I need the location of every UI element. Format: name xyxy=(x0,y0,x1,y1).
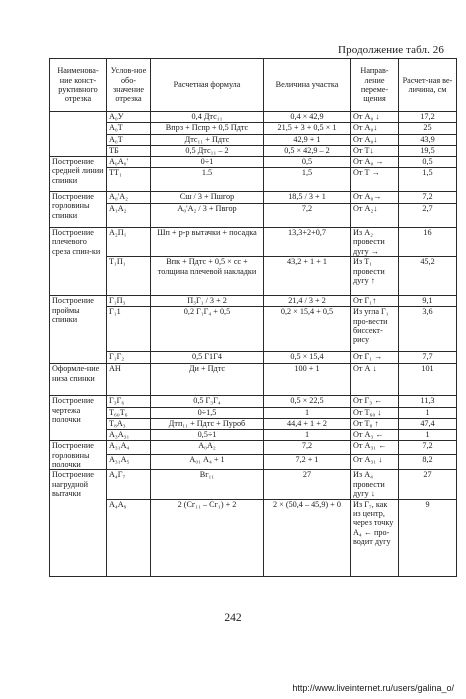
table-row xyxy=(50,228,457,257)
size-cell: 100 + 1 xyxy=(264,364,351,396)
table-row xyxy=(50,455,457,470)
direction-cell: От А₀ → xyxy=(351,157,399,168)
segment-code-cell: Г₁1 xyxy=(107,307,151,352)
value-cell: 7,7 xyxy=(399,352,457,364)
formula-cell: 0÷1 xyxy=(151,157,264,168)
formula-cell: Вг₁₁ xyxy=(151,470,264,499)
direction-cell: Из угла Г₁ про-вести биссект-рису xyxy=(351,307,399,352)
formula-cell: Впк + Пдтс + 0,5 × сс + толщина плечевой накладки xyxy=(151,257,264,296)
formula-cell: 0,5 Г1Г4 xyxy=(151,352,264,364)
direction-cell: От А₃₁ ↓ xyxy=(351,455,399,470)
table-row xyxy=(50,146,457,157)
segment-name-cell xyxy=(50,112,107,157)
direction-cell: Из Г₇, как из центр, через точку А₄ ← про-водит дугу xyxy=(351,499,399,576)
size-cell: 0,5 × 15,4 xyxy=(264,352,351,364)
direction-cell: От А₀↓ xyxy=(351,135,399,146)
segment-code-cell: Т₆₀Т₆ xyxy=(107,408,151,419)
table-row xyxy=(50,257,457,296)
size-cell: 7,2 + 1 xyxy=(264,455,351,470)
segment-code-cell: А₀А₀' xyxy=(107,157,151,168)
table-row xyxy=(50,296,457,307)
direction-cell: От А₀↓ xyxy=(351,123,399,135)
formula-cell: 0,4 Дтс₁₁ xyxy=(151,112,264,123)
segment-code-cell: А₀У xyxy=(107,112,151,123)
value-cell: 9 xyxy=(399,499,457,576)
segment-code-cell: ТБ xyxy=(107,146,151,157)
direction-cell: От Т↓ xyxy=(351,146,399,157)
table-row xyxy=(50,168,457,192)
table-row xyxy=(50,499,457,576)
table-row xyxy=(50,430,457,441)
formula-cell: Впрз + Пспр + 0,5 Пдтс xyxy=(151,123,264,135)
segment-code-cell: ТТ₁ xyxy=(107,168,151,192)
value-cell: 1 xyxy=(399,408,457,419)
table-row xyxy=(50,123,457,135)
table-row xyxy=(50,352,457,364)
formula-cell: Сш / 3 + Пшгор xyxy=(151,192,264,204)
value-cell: 9,1 xyxy=(399,296,457,307)
value-cell: 47,4 xyxy=(399,419,457,430)
table-row xyxy=(50,157,457,168)
table-caption: Продолжение табл. 26 xyxy=(338,44,444,56)
segment-name-cell: Построение нагрудной вытачки xyxy=(50,470,107,576)
column-header: Услов-ное обо-значение отрезка xyxy=(107,59,151,112)
segment-code-cell: Г₃Г₆ xyxy=(107,396,151,408)
formula-cell: 0÷1,5 xyxy=(151,408,264,419)
value-cell: 27 xyxy=(399,470,457,499)
size-cell: 0,2 × 15,4 + 0,5 xyxy=(264,307,351,352)
segment-code-cell: А₀Т xyxy=(107,123,151,135)
segment-code-cell: Г₁П₃ xyxy=(107,296,151,307)
value-cell: 7,2 xyxy=(399,441,457,455)
table-header-row xyxy=(50,59,457,112)
formula-cell: П₃Г₁ / 3 + 2 xyxy=(151,296,264,307)
size-cell: 7,2 xyxy=(264,441,351,455)
column-header: Величина участка xyxy=(264,59,351,112)
segment-code-cell: А₄Г₇ xyxy=(107,470,151,499)
table-row xyxy=(50,441,457,455)
value-cell: 8,2 xyxy=(399,455,457,470)
segment-code-cell: А₃₁А₄ xyxy=(107,441,151,455)
value-cell: 43,9 xyxy=(399,135,457,146)
segment-code-cell: А₀Т xyxy=(107,135,151,146)
size-cell: 0,4 × 42,9 xyxy=(264,112,351,123)
direction-cell: От А ↓ xyxy=(351,364,399,396)
column-header: Наименова-ние конст-руктивного отрезка xyxy=(50,59,107,112)
segment-name-cell: Построение плечевого среза спин-ки xyxy=(50,228,107,296)
column-header: Расчет-ная ве-личина, см xyxy=(399,59,457,112)
direction-cell: От Г₁↑ xyxy=(351,296,399,307)
page-number: 242 xyxy=(224,612,242,624)
segment-name-cell: Построение чертежа полочки xyxy=(50,396,107,441)
segment-name-cell: Построение средней линии спинки xyxy=(50,157,107,192)
size-cell: 1,5 xyxy=(264,168,351,192)
value-cell: 45,2 xyxy=(399,257,457,296)
direction-cell: От А₃ ← xyxy=(351,430,399,441)
size-cell: 44,4 + 1 + 2 xyxy=(264,419,351,430)
size-cell: 42,9 + 1 xyxy=(264,135,351,146)
size-cell: 7,2 xyxy=(264,204,351,228)
table-row xyxy=(50,364,457,396)
segment-name-cell: Оформле-ние низа спинки xyxy=(50,364,107,396)
table-row xyxy=(50,112,457,123)
footer-url: http://www.liveinternet.ru/users/galina_o/ xyxy=(292,683,454,693)
size-cell: 27 xyxy=(264,470,351,499)
formula-cell: Дтп₁₁ + Пдтс + Пуроб xyxy=(151,419,264,430)
segment-code-cell: А₂П₁ xyxy=(107,228,151,257)
value-cell: 16 xyxy=(399,228,457,257)
column-header: Расчетная формула xyxy=(151,59,264,112)
value-cell: 11,3 xyxy=(399,396,457,408)
direction-cell: От Г₁ → xyxy=(351,352,399,364)
segment-code-cell: Т₁П₁ xyxy=(107,257,151,296)
value-cell: 3,6 xyxy=(399,307,457,352)
size-cell: 0,5 × 42,9 – 2 xyxy=(264,146,351,157)
table-row xyxy=(50,408,457,419)
segment-code-cell: Т₈А₃ xyxy=(107,419,151,430)
direction-cell: От А₂↓ xyxy=(351,204,399,228)
column-header: Направ-ление переме-щения xyxy=(351,59,399,112)
segment-code-cell: А₀'А₂ xyxy=(107,192,151,204)
size-cell: 13,3+2+0,7 xyxy=(264,228,351,257)
formula-cell: Дтс₁₁ + Пдтс xyxy=(151,135,264,146)
direction-cell: Из А₄ провести дугу ↓ xyxy=(351,470,399,499)
pattern-table xyxy=(49,58,457,577)
table-row xyxy=(50,192,457,204)
size-cell: 0,5 xyxy=(264,157,351,168)
value-cell: 17,2 xyxy=(399,112,457,123)
value-cell: 101 xyxy=(399,364,457,396)
segment-code-cell: А₁А₂ xyxy=(107,204,151,228)
table-row xyxy=(50,204,457,228)
value-cell: 7,2 xyxy=(399,192,457,204)
size-cell: 43,2 + 1 + 1 xyxy=(264,257,351,296)
size-cell: 21,4 / 3 + 2 xyxy=(264,296,351,307)
size-cell: 18,5 / 3 + 1 xyxy=(264,192,351,204)
direction-cell: От Г₃ ← xyxy=(351,396,399,408)
formula-cell: 0,5÷1 xyxy=(151,430,264,441)
direction-cell: Из А₂ провести дугу → xyxy=(351,228,399,257)
segment-code-cell: А₄А₉ xyxy=(107,499,151,576)
formula-cell: Ди + Пдтс xyxy=(151,364,264,396)
value-cell: 1,5 xyxy=(399,168,457,192)
formula-cell: А₀₁ А₄ + 1 xyxy=(151,455,264,470)
direction-cell: От А₀ ↓ xyxy=(351,112,399,123)
segment-code-cell: А₃₁А₅ xyxy=(107,455,151,470)
value-cell: 19,5 xyxy=(399,146,457,157)
formula-cell: 1.5 xyxy=(151,168,264,192)
segment-name-cell: Построение горловины спинки xyxy=(50,192,107,228)
formula-cell: Шп + р-р вытачки + посадка xyxy=(151,228,264,257)
formula-cell: 0,5 Г₃Г₄ xyxy=(151,396,264,408)
formula-cell: 0,2 Г₁Г₄ + 0,5 xyxy=(151,307,264,352)
value-cell: 1 xyxy=(399,430,457,441)
table-row xyxy=(50,470,457,499)
value-cell: 25 xyxy=(399,123,457,135)
direction-cell: От А₃₁ ← xyxy=(351,441,399,455)
direction-cell: Из Т₁ провести дугу ↑ xyxy=(351,257,399,296)
direction-cell: От Т₆₀ ↓ xyxy=(351,408,399,419)
formula-cell: 0,5 Дтс₁₁ – 2 xyxy=(151,146,264,157)
segment-code-cell: АН xyxy=(107,364,151,396)
table-row xyxy=(50,135,457,146)
table-row xyxy=(50,419,457,430)
segment-code-cell: Г₁Г₂ xyxy=(107,352,151,364)
formula-cell: А₀А₂ xyxy=(151,441,264,455)
formula-cell: 2 (Сг₁₁ – Сг₁) + 2 xyxy=(151,499,264,576)
direction-cell: От А₀→ xyxy=(351,192,399,204)
segment-code-cell: А₃А₃₁ xyxy=(107,430,151,441)
direction-cell: От Т → xyxy=(351,168,399,192)
table-row xyxy=(50,307,457,352)
size-cell: 1 xyxy=(264,408,351,419)
table-row xyxy=(50,396,457,408)
formula-cell: А₀'А₂ / 3 + Пвгор xyxy=(151,204,264,228)
size-cell: 0,5 × 22,5 xyxy=(264,396,351,408)
direction-cell: От Т₈ ↑ xyxy=(351,419,399,430)
size-cell: 21,5 + 3 + 0,5 × 1 xyxy=(264,123,351,135)
segment-name-cell: Построение горловины полочки xyxy=(50,441,107,470)
segment-name-cell: Построение проймы спинки xyxy=(50,296,107,364)
size-cell: 1 xyxy=(264,430,351,441)
size-cell: 2 × (50,4 – 45,9) + 0 xyxy=(264,499,351,576)
value-cell: 2,7 xyxy=(399,204,457,228)
value-cell: 0,5 xyxy=(399,157,457,168)
